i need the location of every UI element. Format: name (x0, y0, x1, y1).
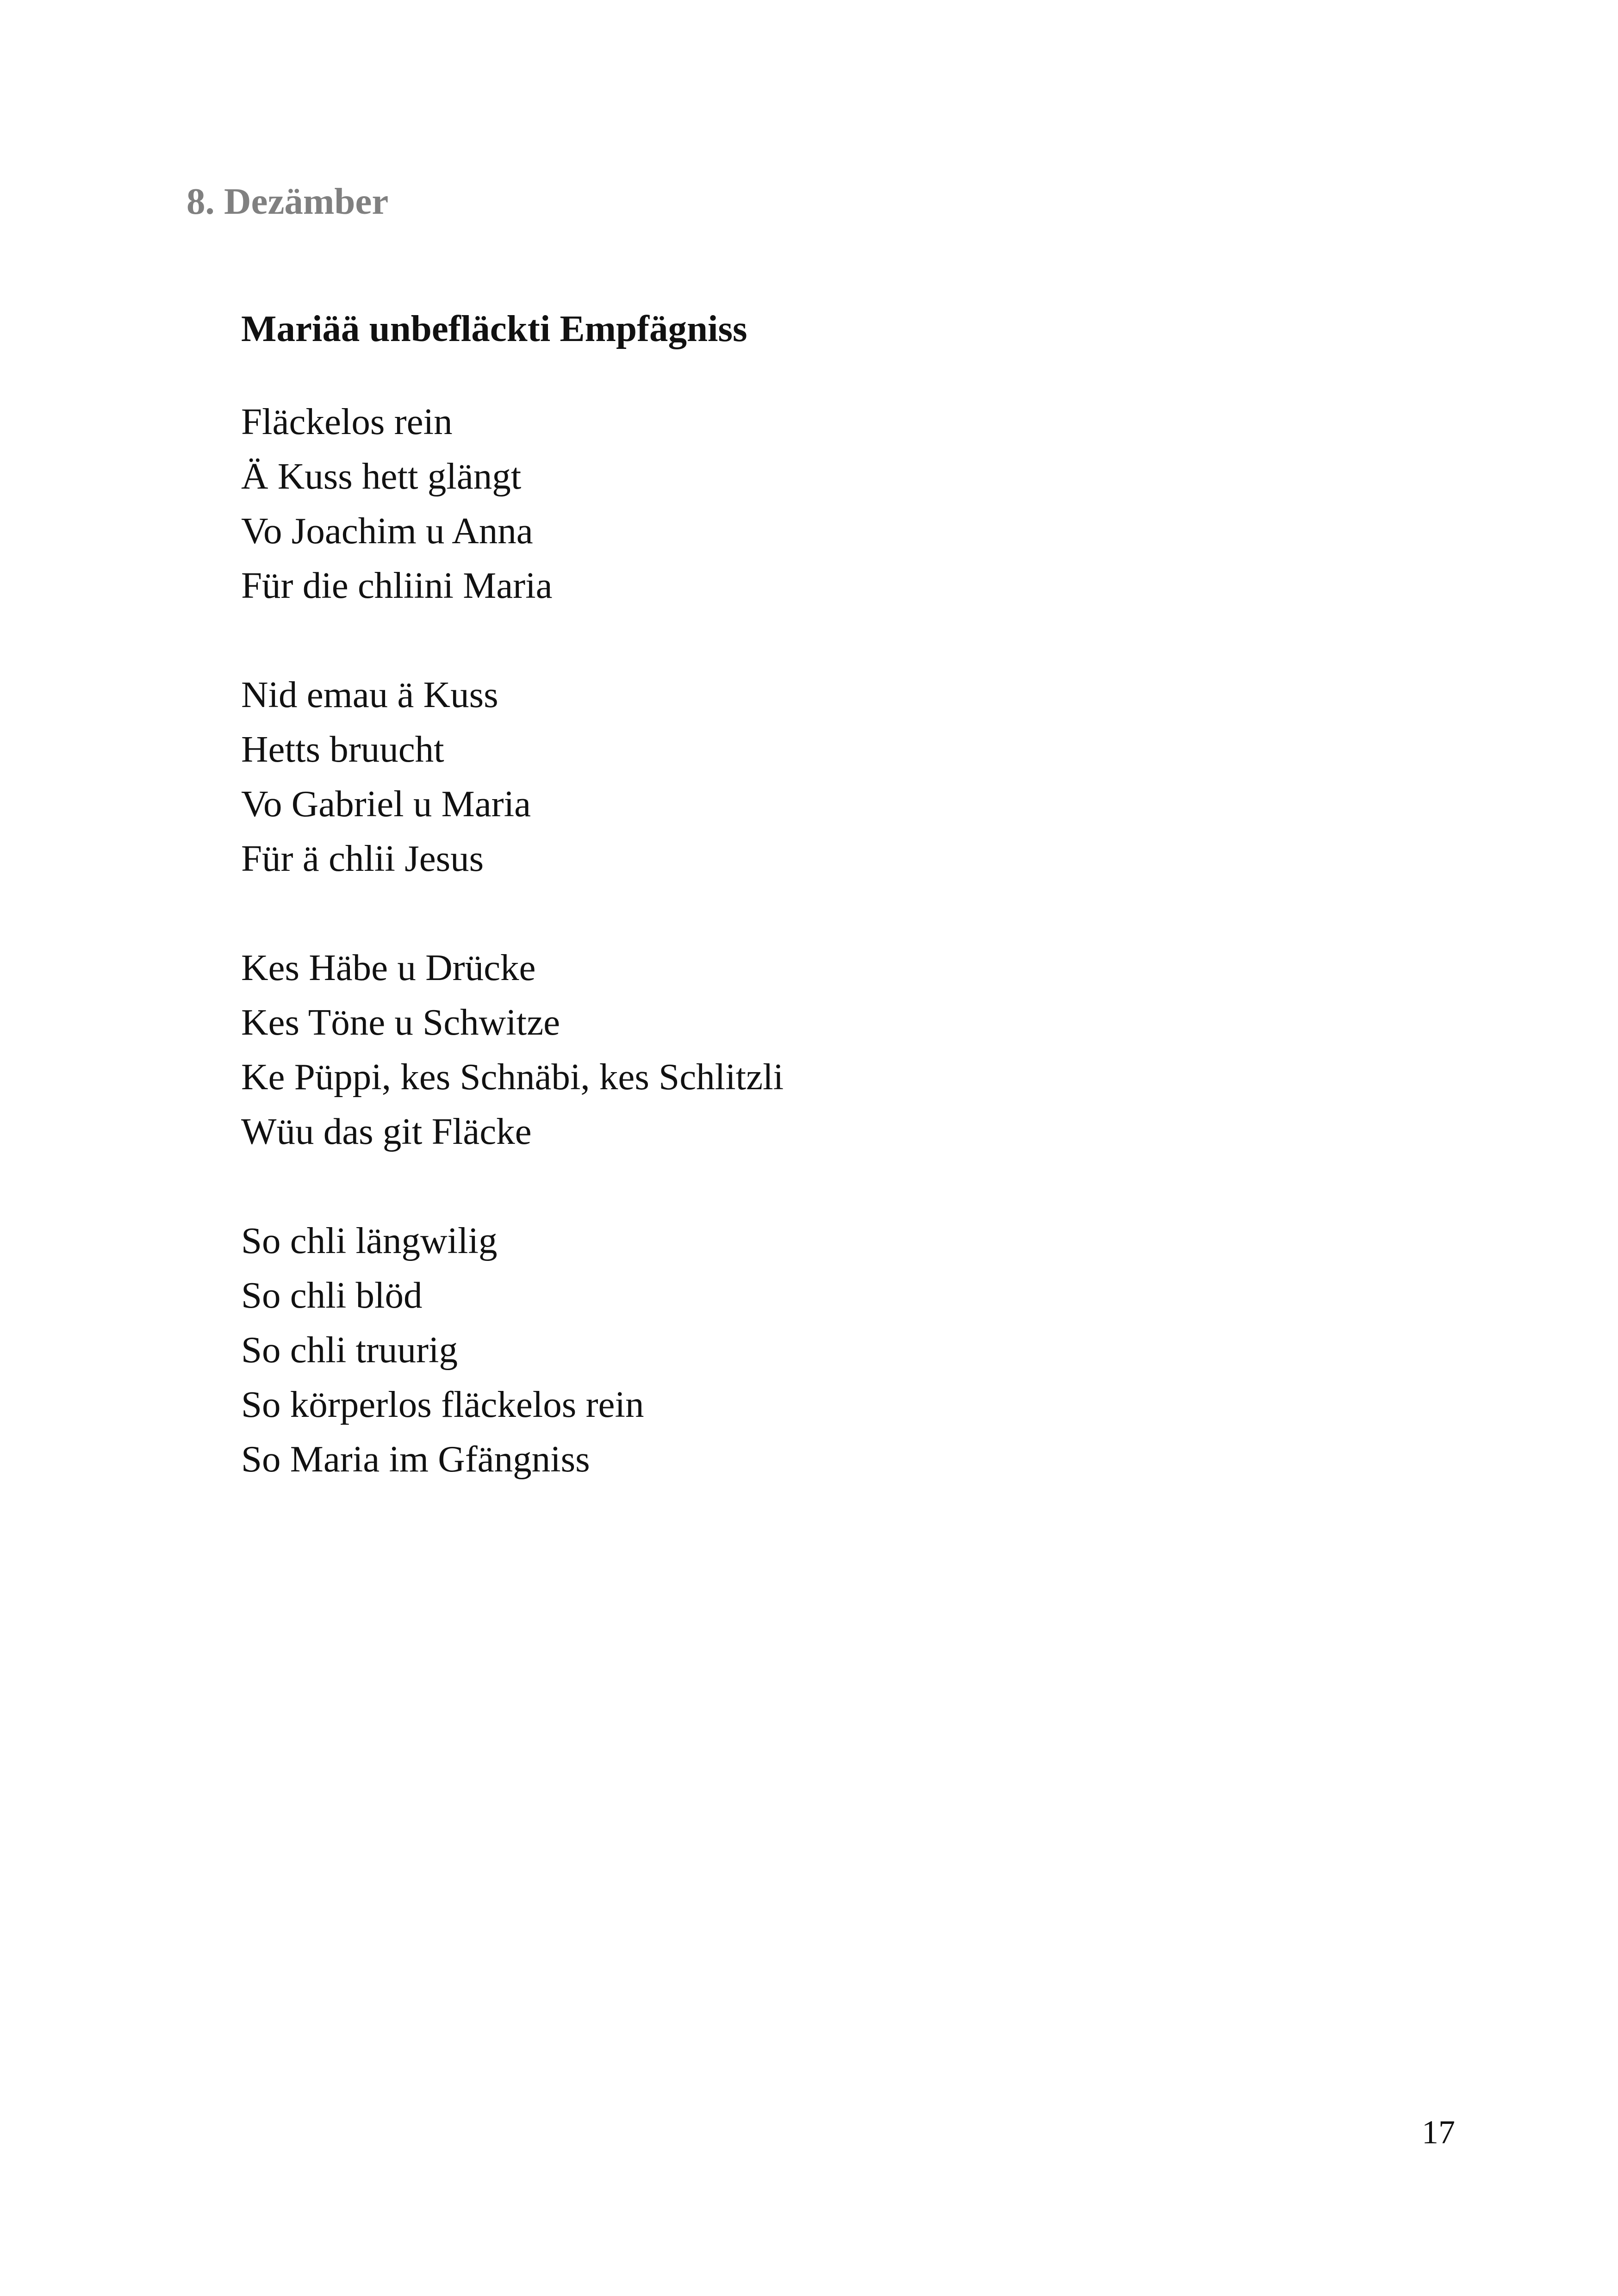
poem-line: Fläckelos rein (241, 401, 453, 442)
poem-line: Vo Joachim u Anna (241, 510, 533, 552)
poem-line: Nid emau ä Kuss (241, 674, 498, 715)
stanza-2 (241, 667, 784, 886)
poem-line: Ä Kuss hett glängt (241, 455, 522, 497)
page-number: 17 (1422, 2114, 1455, 2151)
poem-line: Ke Püppi, kes Schnäbi, kes Schlitzli (241, 1056, 784, 1098)
poem-line: Kes Töne u Schwitze (241, 1001, 560, 1043)
date-heading: 8. Dezämber (187, 180, 389, 222)
poem-line: So chli blöd (241, 1274, 423, 1316)
stanza-4 (241, 1213, 784, 1486)
poem-title: Mariää unbefläckti Empfägniss (241, 308, 747, 349)
poem-line: Für die chliini Maria (241, 565, 553, 606)
poem-body (241, 394, 784, 1541)
poem-line: Für ä chlii Jesus (241, 838, 484, 879)
stanza-1 (241, 394, 784, 613)
poem-line: Hetts bruucht (241, 728, 444, 770)
stanza-3 (241, 940, 784, 1159)
poem-line: So chli längwilig (241, 1220, 498, 1261)
poem-line: Vo Gabriel u Maria (241, 783, 531, 825)
poem-line: So körperlos fläckelos rein (241, 1384, 644, 1425)
poem-line: Wüu das git Fläcke (241, 1111, 532, 1152)
poem-line: Kes Häbe u Drücke (241, 947, 536, 988)
poem-line: So Maria im Gfängniss (241, 1438, 590, 1480)
poem-line: So chli truurig (241, 1329, 458, 1371)
